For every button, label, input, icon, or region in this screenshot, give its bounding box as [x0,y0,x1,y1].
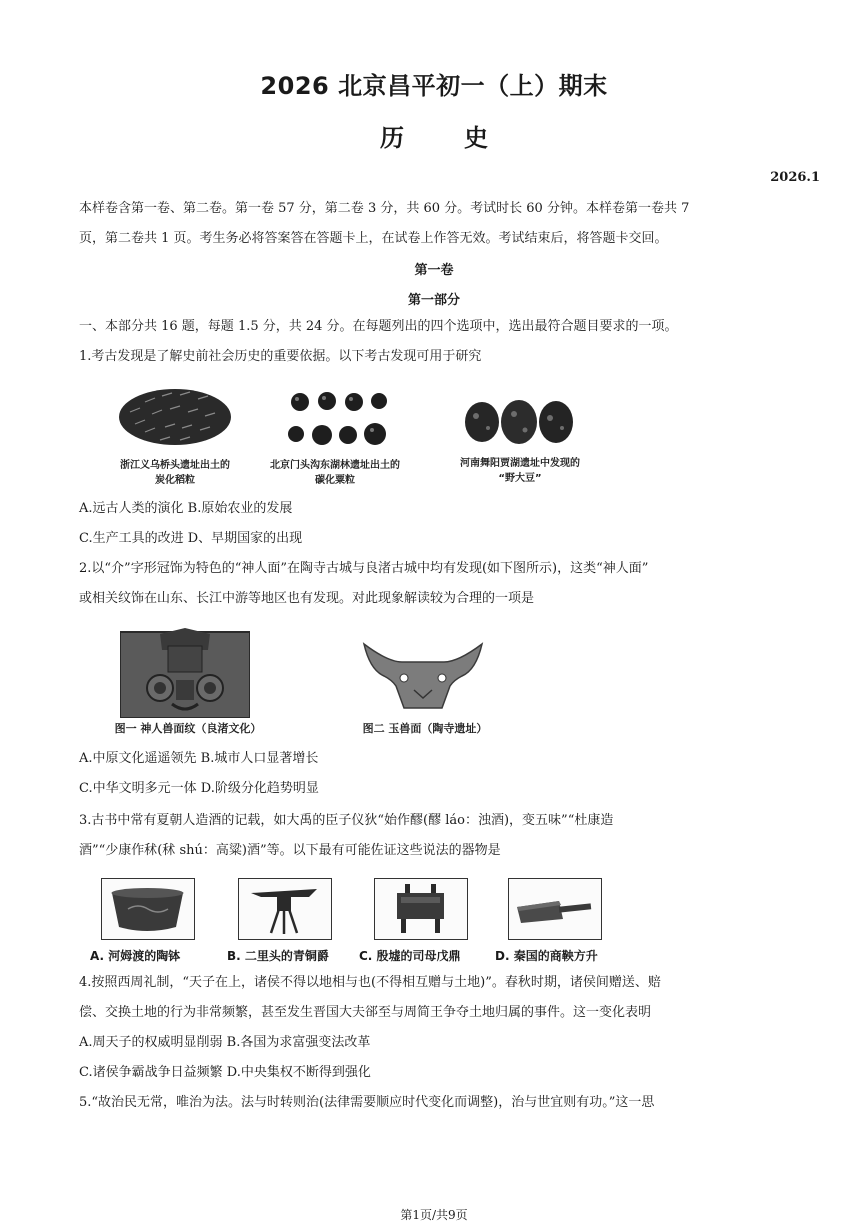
question-1-options-ab: A.远古人类的演化 B.原始农业的发展 [79,501,293,516]
q1-caption-2: 北京门头沟东湖林遗址出土的 碳化粟粒 [270,460,400,486]
question-1-options-cd: C.生产工具的改进 D、早期国家的出现 [79,531,303,546]
question-3-stem-2: 酒”“少康作秫(秫 shú：高粱)酒”等。以下最有可能佐证这些说法的器物是 [79,843,501,858]
question-2-options-ab: A.中原文化遥遥领先 B.城市人口显著增长 [79,751,319,766]
subject-title: 历史 [380,124,548,152]
q2-caption-1: 图一 神人兽面纹（良渚文化） [114,722,262,735]
shangyang-fangsheng-frame [508,878,602,940]
pottery-bowl-frame [101,878,195,940]
q3-option-a: A. 河姆渡的陶钵 [90,949,181,963]
section-instruction: 一、本部分共 16 题，每题 1.5 分，共 24 分。在每题列出的四个选项中，选出最符合题目要求的一项。 [79,319,678,334]
question-5-stem-1: 5.“故治民无常，唯治为法。法与时转则治(法律需要顺应时代变化而调整)，治与世宜则有功。”这一思 [79,1095,655,1110]
q3-option-b: B. 二里头的青铜爵 [227,949,329,963]
question-4-options-ab: A.周天子的权威明显削弱 B.各国为求富强变法改革 [79,1035,371,1050]
q3-option-d: D. 秦国的商鞅方升 [495,949,598,963]
question-1-stem: 1.考古发现是了解史前社会历史的重要依据。以下考古发现可用于研究 [79,349,482,364]
q1-caption-3: 河南舞阳贾湖遗址中发现的 “野大豆” [460,458,580,484]
intro-line-2: 页，第二卷共 1 页。考生务必将答案答在答题卡上，在试卷上作答无效。考试结束后，将答题卡交回。 [79,231,668,246]
rice-grains-image [110,382,240,457]
question-4-stem-1: 4.按照西周礼制，“天子在上，诸侯不得以地相与也(不得相互赠与土地)”。春秋时期，诸侯间赠送、赔 [79,975,661,990]
q2-caption-2: 图二 玉兽面（陶寺遗址） [362,722,488,735]
volume-heading: 第一卷 [414,263,454,278]
question-2-stem-1: 2.以“介”字形冠饰为特色的“神人面”在陶寺古城与良渚古城中均有发现(如下图所示)，这类“神人面” [79,561,649,576]
page-title: 2026 北京昌平初一（上）期末 [260,72,608,100]
intro-line-1: 本样卷含第一卷、第二卷。第一卷 57 分，第二卷 3 分，共 60 分。考试时长 60 分钟。本样卷第一卷共 7 [79,201,690,216]
question-4-options-cd: C.诸侯争霸战争日益频繁 D.中央集权不断得到强化 [79,1065,371,1080]
page-footer: 第1页/共9页 [400,1208,468,1222]
divine-face-pattern-image [120,628,250,718]
question-3-stem-1: 3.古书中常有夏朝人造酒的记载，如大禹的臣子仪狄“始作醪(醪 láo：浊酒)，变五味”“杜康造 [79,813,614,828]
simuwu-ding-frame [374,878,468,940]
question-4-stem-2: 偿、交换土地的行为非常频繁，甚至发生晋国大夫郤至与周简王争夺土地归属的事件。这一变化表明 [79,1005,652,1020]
q3-option-c: C. 殷墟的司母戊鼎 [359,949,461,963]
exam-date: 2026.1 [770,170,820,185]
part-heading: 第一部分 [407,293,460,308]
question-2-options-cd: C.中华文明多元一体 D.阶级分化趋势明显 [79,781,319,796]
wild-soybean-image [462,398,576,446]
q1-caption-1: 浙江义乌桥头遗址出土的 炭化稻粒 [120,460,230,486]
jade-beast-face-image [358,640,488,712]
question-2-stem-2: 或相关纹饰在山东、长江中游等地区也有发现。对此现象解读较为合理的一项是 [79,591,535,606]
millet-grains-image [280,388,390,454]
bronze-jue-frame [238,878,332,940]
